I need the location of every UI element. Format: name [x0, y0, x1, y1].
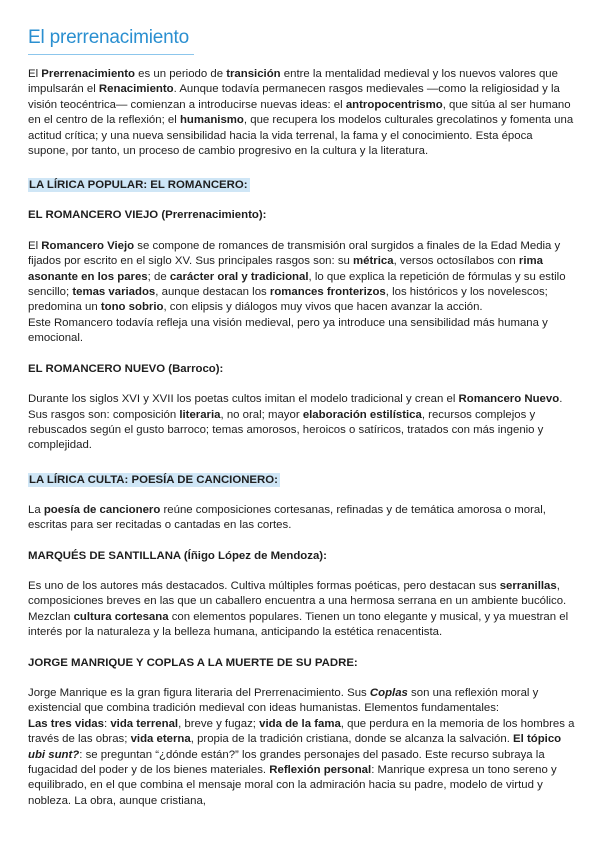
cancionero-paragraph: La poesía de cancionero reúne composiciones cortesanas, refinadas y de temática amorosa o moral, escritas para ser recitadas o cantadas en las cortes.: [28, 503, 546, 532]
subheading-santillana: MARQUÉS DE SANTILLANA (Íñigo López de Mendoza):: [28, 549, 327, 562]
document-body: [28, 67, 576, 809]
page-title: El prerrenacimiento: [28, 27, 189, 48]
section-heading-lirica-popular: LA LÍRICA POPULAR: EL ROMANCERO:: [29, 179, 248, 192]
romancero-nuevo-paragraph: Durante los siglos XVI y XVII los poetas cultos imitan el modelo tradicional y crean el Romancero Nuevo. Sus rasgos son: composición literaria, no oral; mayor elaboración estilística, recursos complejos y rebuscados según el gusto barroco; temas amorosos, heroicos o satíricos, tratados con más ingenio y complejidad.: [28, 393, 563, 452]
romancero-viejo-paragraph-2: Este Romancero todavía refleja una visión medieval, pero ya introduce una sensibilidad más humana y emocional.: [28, 316, 548, 345]
subheading-romancero-viejo: EL ROMANCERO VIEJO (Prerrenacimiento):: [28, 209, 267, 222]
section-heading-lirica-culta: LA LÍRICA CULTA: POESÍA DE CANCIONERO:: [29, 473, 278, 486]
romancero-viejo-paragraph: El Romancero Viejo se compone de romances de transmisión oral surgidos a finales de la Edad Media y fijados por escrito en el siglo XV. Sus principales rasgos son: su métrica, versos octosílabos con rima asonante en los pares; de carácter oral y tradicional, lo que explica la repetición de fórmulas y su estilo sencillo; temas variados, aunque destacan los romances fronterizos, los históricos y los novelescos; predomina un tono sobrio, con elipsis y diálogos muy vivos que hacen avanzar la acción.: [28, 239, 566, 314]
intro-paragraph: El Prerrenacimiento es un periodo de transición entre la mentalidad medieval y los nuevos valores que impulsarán el Renacimiento. Aunque todavía permanecen rasgos medievales —como la religiosidad y la visión teocéntrica— comienzan a introducirse nuevas ideas: el antropocentrismo, que sitúa al ser humano en el centro de la reflexión; el humanismo, que recupera los modelos culturales grecolatinos y fomenta una actitud crítica; y una nueva sensibilidad hacia la vida terrenal, la fama y el conocimiento. Esta época supone, por tanto, un proceso de cambio progresivo en la cultura y la literatura.: [28, 68, 574, 158]
title-underline: [28, 54, 194, 55]
santillana-paragraph: Es uno de los autores más destacados. Cultiva múltiples formas poéticas, pero destacan sus serranillas, composiciones breves en las que un caballero encuentra a una hermosa serrana en un ambiente bucólico. Mezclan cultura cortesana con elementos populares. Tienen un tono elegante y musical, y ya muestran el interés por la naturaleza y la belleza humana, anticipando la estética renacentista.: [28, 579, 569, 639]
subheading-romancero-nuevo: EL ROMANCERO NUEVO (Barroco):: [28, 362, 224, 375]
subheading-manrique: JORGE MANRIQUE Y COPLAS A LA MUERTE DE SU PADRE:: [28, 656, 358, 669]
manrique-paragraph: Jorge Manrique es la gran figura literaria del Prerrenacimiento. Sus Coplas son una reflexión moral y existencial que combina tradición medieval con ideas humanistas. Elementos fundamentales: Las tres vidas: vida terrenal, breve y fugaz; vida de la fama, que perdura en la memoria de los hombres a través de las obras; vida eterna, propia de la tradición cristiana, donde se alcanza la salvación. El tópico ubi sunt?: se preguntan “¿dónde están?” los grandes personajes del pasado. Este recurso subraya la fugacidad del poder y de los bienes materiales. Reflexión personal: Manrique expresa un tono sereno y equilibrado, en el que combina el mensaje moral con la admiración hacia su padre, modelo de virtud y nobleza. La obra, aunque cristiana,: [28, 686, 575, 807]
